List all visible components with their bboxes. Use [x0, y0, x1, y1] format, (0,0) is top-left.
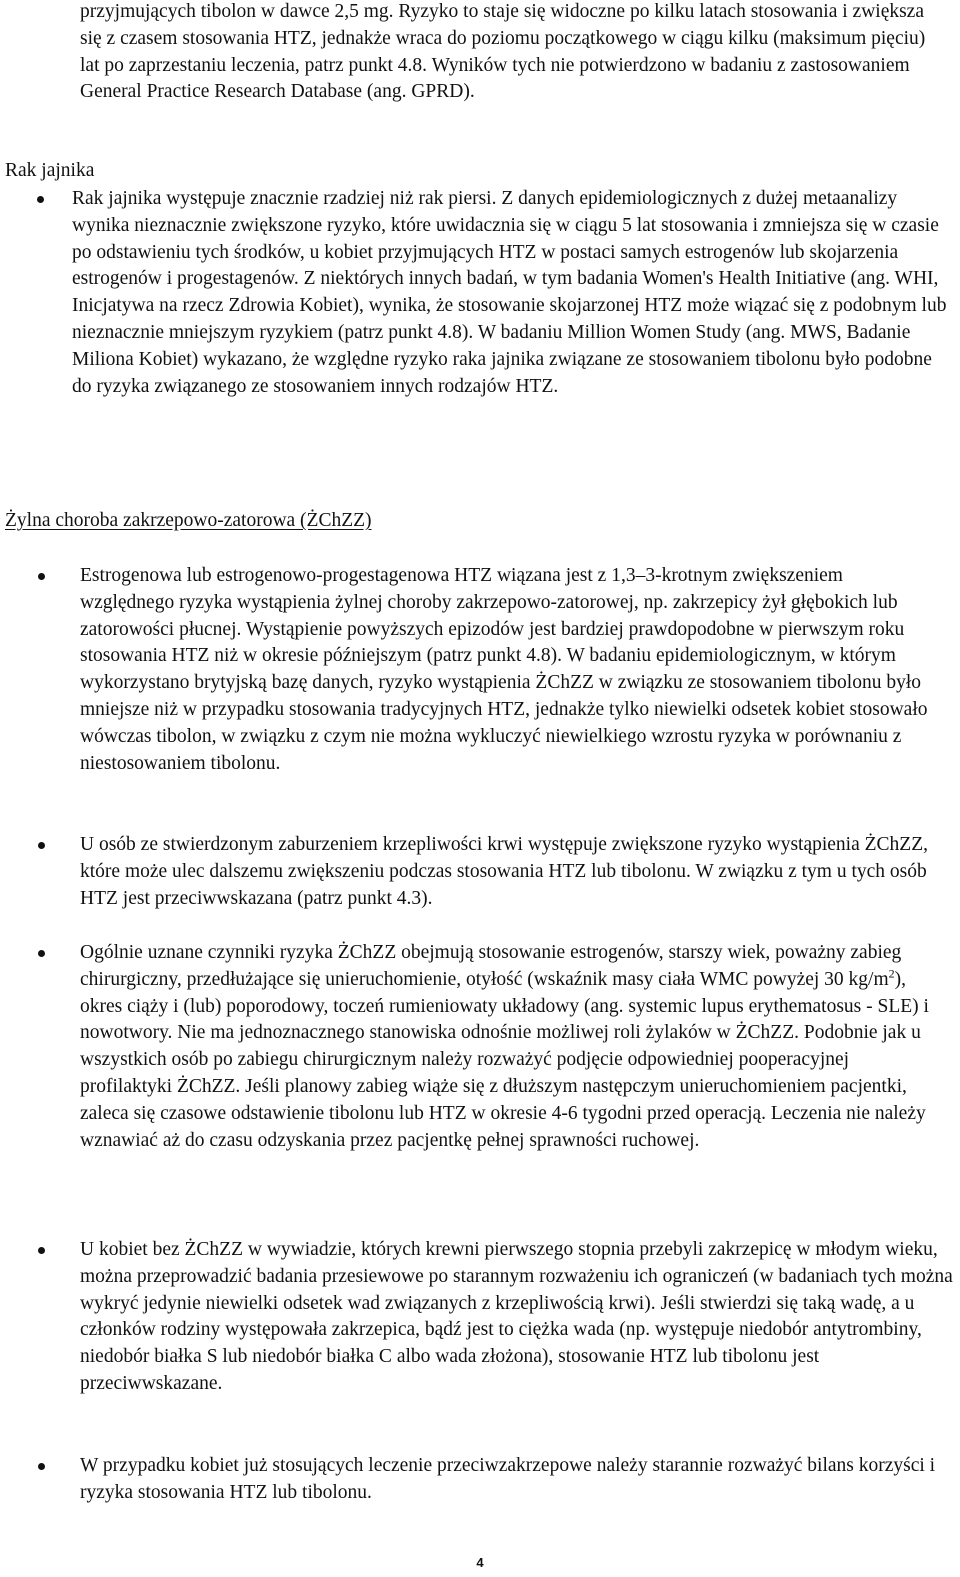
bullet-text: Rak jajnika występuje znacznie rzadziej niż rak piersi. Z danych epidemiologicznych z dużej metaanalizy wynika nieznacznie zwiększone ryzyko, które uwidacznia się w ciągu 5 lat stosowania i zmniejsza się w czasie po odstawieniu tych środków, u kobiet przyjmujących HTZ w postaci samych estrogenów lub skojarzenia estrogenów i progestagenów. Z niektórych innych badań, w tym badania Women's Health Initiative (ang. WHI, Inicjatywa na rzecz Zdrowia Kobiet), wynika, że stosowanie skojarzonej HTZ może wiązać się z podobnym lub nieznacznie mniejszym ryzykiem (patrz punkt 4.8). W badaniu Million Women Study (ang. MWS, Badanie Miliona Kobiet) wykazano, że względne ryzyko raka jajnika związane ze stosowaniem tibolonu było podobne do ryzyka związanego ze stosowaniem innych rodzajów HTZ. [72, 188, 947, 397]
bullet-icon [38, 842, 45, 849]
bullet-icon [38, 1463, 45, 1470]
bullet-text: Estrogenowa lub estrogenowo-progestagenowa HTZ wiązana jest z 1,3–3-krotnym zwiększeniem względnego ryzyka wystąpienia żylnej choroby zakrzepowo-zatorowej, np. zakrzepicy żył głębokich lub zatorowości płucnej. Wystąpienie powyższych epizodów jest bardziej prawdopodobne w pierwszym roku stosowania HTZ niż w okresie późniejszym (patrz punkt 4.8). W badaniu epidemiologicznym, w którym wykorzystano brytyjską bazę danych, ryzyko wystąpienia ŻChZZ w związku ze stosowaniem tibolonu było mniejsze niż w przypadku stosowania tradycyjnych HTZ, jednakże tylko niewielki odsetek kobiet stosowało wówczas tibolon, w związku z czym nie można wykluczyć niewielkiego wzrostu ryzyka w porównaniu z niestosowaniem tibolonu. [80, 565, 928, 774]
page-number: 4 [476, 1555, 484, 1570]
vte-bullet-2 [80, 832, 940, 912]
vte-heading: Żylna choroba zakrzepowo-zatorowa (ŻChZZ) [5, 510, 372, 531]
bullet-text: U osób ze stwierdzonym zaburzeniem krzepliwości krwi występuje zwiększone ryzyko wystąpienia ŻChZZ, które może ulec dalszemu zwiększeniu podczas stosowania HTZ lub tibolonu. W związku z tym u tych osób HTZ jest przeciwwskazana (patrz punkt 4.3). [80, 834, 928, 909]
vte-bullet-4 [80, 1237, 960, 1398]
ovarian-cancer-heading: Rak jajnika [5, 160, 95, 181]
ovarian-cancer-bullet [72, 186, 952, 400]
vte-bullet-3 [80, 940, 940, 1154]
bullet-icon [38, 573, 45, 580]
intro-paragraph: przyjmujących tibolon w dawce 2,5 mg. Ryzyko to staje się widoczne po kilku latach stosowania i zwiększa się z czasem stosowania HTZ, jednakże wraca do poziomu początkowego w ciągu kilku (maksimum pięciu) lat po zaprzestaniu leczenia, patrz punkt 4.8. Wyników tych nie potwierdzono w badaniu z zastosowaniem General Practice Research Database (ang. GPRD). [80, 1, 926, 103]
bullet-icon [37, 196, 44, 203]
bullet-icon [38, 950, 45, 957]
superscript: 2 [888, 966, 895, 981]
bullet-text-part-2: ), okres ciąży i (lub) poporodowy, toczeń rumieniowaty układowy (ang. systemic lupus erythematosus - SLE) i nowotwory. Nie ma jednoznacznego stanowiska odnośnie możliwej roli żylaków w ŻChZZ. Podobnie jak u wszystkich osób po zabiegu chirurgicznym należy rozważyć podjęcie odpowiedniej pooperacyjnej profilaktyki ŻChZZ. Jeśli planowy zabieg wiąże się z dłuższym następczym unieruchomieniem pacjentki, zaleca się czasowe odstawienie tibolonu lub HTZ w okresie 4-6 tygodni przed operacją. Leczenia nie należy wznawiać aż do czasu odzyskania przez pacjentkę pełnej sprawności ruchowej. [80, 968, 929, 1151]
bullet-text-part-1: Ogólnie uznane czynniki ryzyka ŻChZZ obejmują stosowanie estrogenów, starszy wiek, poważny zabieg chirurgiczny, przedłużające się unieruchomienie, otyłość (wskaźnik masy ciała WMC powyżej 30 kg/m [80, 942, 902, 990]
bullet-text: U kobiet bez ŻChZZ w wywiadzie, których krewni pierwszego stopnia przebyli zakrzepicę w młodym wieku, można przeprowadzić badania przesiewowe po starannym rozważeniu ich ograniczeń (w badaniach tych można wykryć jedynie niewielki odsetek wad związanych z krzepliwością krwi). Jeśli stwierdzi się taką wadę, a u członków rodziny występowała zakrzepica, bądź jest to ciężka wada (np. występuje niedobór antytrombiny, niedobór białka S lub niedobór białka C albo wada złożona), stosowanie HTZ lub tibolonu jest przeciwwskazane. [80, 1239, 953, 1394]
vte-bullet-5 [80, 1453, 950, 1507]
bullet-icon [38, 1247, 45, 1254]
vte-bullet-1 [80, 563, 940, 777]
bullet-text: W przypadku kobiet już stosujących leczenie przeciwzakrzepowe należy starannie rozważyć bilans korzyści i ryzyka stosowania HTZ lub tibolonu. [80, 1455, 936, 1503]
